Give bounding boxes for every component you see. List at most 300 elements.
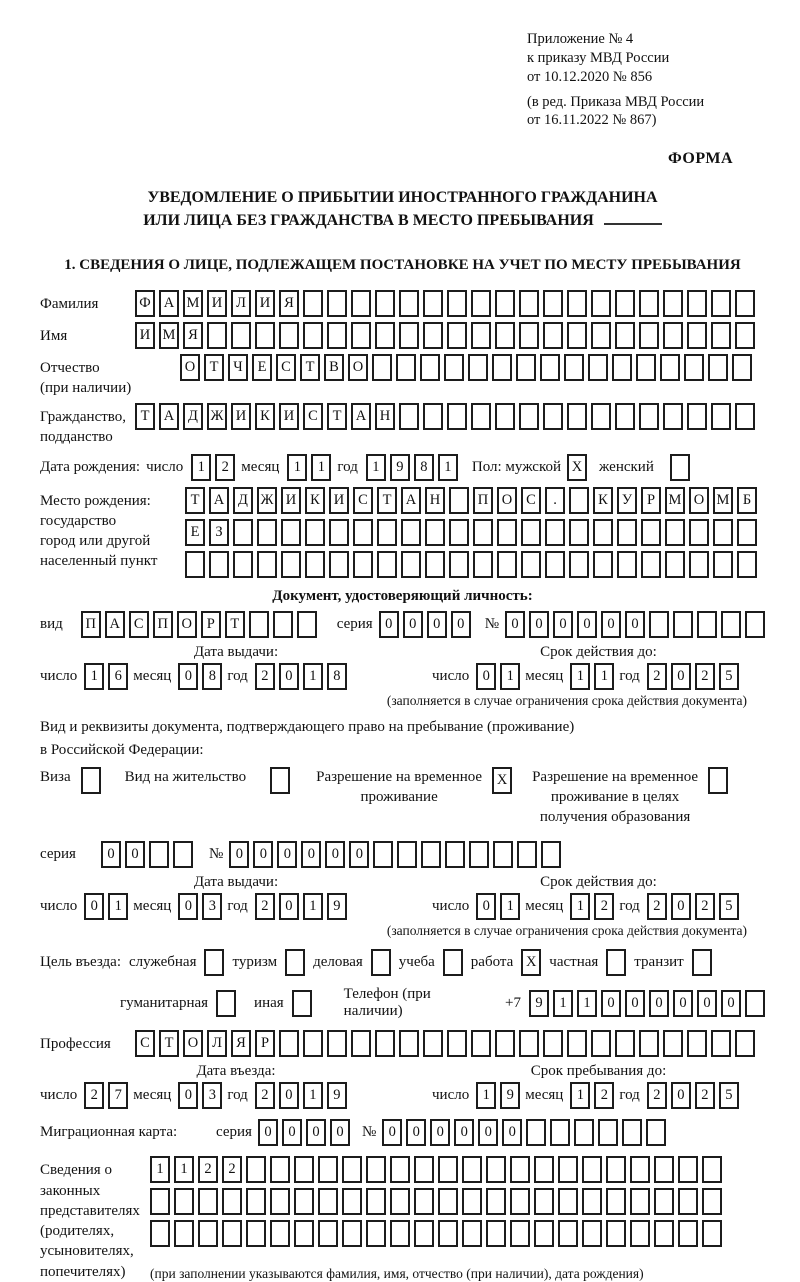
form-cell[interactable]: Я: [183, 322, 203, 349]
form-cell[interactable]: [510, 1220, 530, 1247]
purpose-transit-checkbox[interactable]: [692, 949, 712, 976]
form-cell[interactable]: 2: [594, 1082, 614, 1109]
form-cell[interactable]: 1: [366, 454, 386, 481]
form-cell[interactable]: [612, 354, 632, 381]
form-cell[interactable]: [495, 403, 515, 430]
form-cell[interactable]: А: [351, 403, 371, 430]
form-cell[interactable]: [373, 841, 393, 868]
form-cell[interactable]: [414, 1156, 434, 1183]
form-cell[interactable]: [246, 1220, 266, 1247]
form-cell[interactable]: 1: [287, 454, 307, 481]
form-cell[interactable]: 0: [430, 1119, 450, 1146]
form-cell[interactable]: [366, 1220, 386, 1247]
form-cell[interactable]: [423, 403, 443, 430]
form-cell[interactable]: [708, 354, 728, 381]
form-cell[interactable]: С: [521, 487, 541, 514]
form-cell[interactable]: [582, 1220, 602, 1247]
form-cell[interactable]: [615, 403, 635, 430]
form-cell[interactable]: И: [281, 487, 301, 514]
form-cell[interactable]: 1: [108, 893, 128, 920]
form-cell[interactable]: Н: [425, 487, 445, 514]
form-cell[interactable]: 2: [255, 1082, 275, 1109]
form-cell[interactable]: [421, 841, 441, 868]
form-cell[interactable]: [149, 841, 169, 868]
form-cell[interactable]: [246, 1188, 266, 1215]
form-cell[interactable]: 0: [577, 611, 597, 638]
form-cell[interactable]: 2: [647, 1082, 667, 1109]
purpose-work-checkbox[interactable]: X: [521, 949, 541, 976]
form-cell[interactable]: С: [276, 354, 296, 381]
form-cell[interactable]: 0: [301, 841, 321, 868]
form-cell[interactable]: [273, 611, 293, 638]
form-cell[interactable]: 0: [258, 1119, 278, 1146]
form-cell[interactable]: 1: [553, 990, 573, 1017]
form-cell[interactable]: [735, 322, 755, 349]
purpose-tourism-checkbox[interactable]: [285, 949, 305, 976]
form-cell[interactable]: [663, 403, 683, 430]
form-cell[interactable]: 0: [125, 841, 145, 868]
form-cell[interactable]: [327, 322, 347, 349]
form-cell[interactable]: 0: [325, 841, 345, 868]
form-cell[interactable]: [270, 1188, 290, 1215]
form-cell[interactable]: 0: [279, 663, 299, 690]
form-cell[interactable]: [510, 1156, 530, 1183]
form-cell[interactable]: [399, 403, 419, 430]
form-cell[interactable]: 0: [382, 1119, 402, 1146]
form-cell[interactable]: 0: [454, 1119, 474, 1146]
form-cell[interactable]: Д: [233, 487, 253, 514]
form-cell[interactable]: [173, 841, 193, 868]
form-cell[interactable]: [305, 551, 325, 578]
form-cell[interactable]: [303, 1030, 323, 1057]
form-cell[interactable]: Л: [207, 1030, 227, 1057]
form-cell[interactable]: 0: [529, 611, 549, 638]
form-cell[interactable]: [351, 1030, 371, 1057]
form-cell[interactable]: [545, 519, 565, 546]
form-cell[interactable]: [447, 290, 467, 317]
form-cell[interactable]: [401, 551, 421, 578]
form-cell[interactable]: 2: [647, 663, 667, 690]
form-cell[interactable]: [519, 322, 539, 349]
form-cell[interactable]: К: [255, 403, 275, 430]
form-cell[interactable]: [447, 322, 467, 349]
form-cell[interactable]: [366, 1188, 386, 1215]
form-cell[interactable]: [606, 1156, 626, 1183]
form-cell[interactable]: 8: [414, 454, 434, 481]
form-cell[interactable]: [462, 1220, 482, 1247]
form-cell[interactable]: Б: [737, 487, 757, 514]
form-cell[interactable]: [558, 1220, 578, 1247]
form-cell[interactable]: О: [689, 487, 709, 514]
form-cell[interactable]: [471, 322, 491, 349]
form-cell[interactable]: Т: [135, 403, 155, 430]
form-cell[interactable]: Ф: [135, 290, 155, 317]
form-cell[interactable]: 5: [719, 1082, 739, 1109]
form-cell[interactable]: [198, 1220, 218, 1247]
form-cell[interactable]: [438, 1220, 458, 1247]
form-cell[interactable]: 1: [476, 1082, 496, 1109]
form-cell[interactable]: Т: [185, 487, 205, 514]
form-cell[interactable]: 0: [229, 841, 249, 868]
form-cell[interactable]: [438, 1156, 458, 1183]
form-cell[interactable]: 0: [279, 1082, 299, 1109]
form-cell[interactable]: 2: [695, 663, 715, 690]
temp-residence-edu-checkbox[interactable]: [708, 767, 728, 794]
form-cell[interactable]: 1: [438, 454, 458, 481]
form-cell[interactable]: И: [207, 290, 227, 317]
form-cell[interactable]: 6: [108, 663, 128, 690]
form-cell[interactable]: [639, 1030, 659, 1057]
form-cell[interactable]: [351, 290, 371, 317]
form-cell[interactable]: [567, 1030, 587, 1057]
form-cell[interactable]: [540, 354, 560, 381]
form-cell[interactable]: О: [180, 354, 200, 381]
form-cell[interactable]: [492, 354, 512, 381]
form-cell[interactable]: [198, 1188, 218, 1215]
visa-checkbox[interactable]: [81, 767, 101, 794]
form-cell[interactable]: 9: [327, 1082, 347, 1109]
form-cell[interactable]: [255, 322, 275, 349]
purpose-humanitarian-checkbox[interactable]: [216, 990, 236, 1017]
form-cell[interactable]: И: [279, 403, 299, 430]
form-cell[interactable]: 0: [673, 990, 693, 1017]
form-cell[interactable]: [399, 322, 419, 349]
sex-female-checkbox[interactable]: [670, 454, 690, 481]
form-cell[interactable]: Р: [201, 611, 221, 638]
form-cell[interactable]: [447, 403, 467, 430]
form-cell[interactable]: Я: [279, 290, 299, 317]
form-cell[interactable]: [351, 322, 371, 349]
form-cell[interactable]: М: [665, 487, 685, 514]
form-cell[interactable]: Ж: [207, 403, 227, 430]
form-cell[interactable]: [185, 551, 205, 578]
form-cell[interactable]: [342, 1188, 362, 1215]
form-cell[interactable]: [447, 1030, 467, 1057]
form-cell[interactable]: [150, 1188, 170, 1215]
form-cell[interactable]: [689, 519, 709, 546]
form-cell[interactable]: [327, 290, 347, 317]
form-cell[interactable]: В: [324, 354, 344, 381]
form-cell[interactable]: [687, 322, 707, 349]
form-cell[interactable]: 0: [84, 893, 104, 920]
form-cell[interactable]: [294, 1220, 314, 1247]
form-cell[interactable]: 0: [330, 1119, 350, 1146]
form-cell[interactable]: 8: [202, 663, 222, 690]
form-cell[interactable]: 5: [719, 663, 739, 690]
form-cell[interactable]: Я: [231, 1030, 251, 1057]
form-cell[interactable]: 1: [570, 663, 590, 690]
form-cell[interactable]: [471, 290, 491, 317]
form-cell[interactable]: [574, 1119, 594, 1146]
form-cell[interactable]: [327, 1030, 347, 1057]
form-cell[interactable]: [297, 611, 317, 638]
form-cell[interactable]: 0: [427, 611, 447, 638]
form-cell[interactable]: [270, 1220, 290, 1247]
form-cell[interactable]: [654, 1220, 674, 1247]
form-cell[interactable]: [591, 403, 611, 430]
form-cell[interactable]: [233, 519, 253, 546]
form-cell[interactable]: 1: [150, 1156, 170, 1183]
form-cell[interactable]: [636, 354, 656, 381]
form-cell[interactable]: 0: [601, 611, 621, 638]
form-cell[interactable]: [567, 403, 587, 430]
form-cell[interactable]: [486, 1220, 506, 1247]
form-cell[interactable]: С: [129, 611, 149, 638]
form-cell[interactable]: [735, 403, 755, 430]
form-cell[interactable]: [495, 290, 515, 317]
form-cell[interactable]: [598, 1119, 618, 1146]
form-cell[interactable]: [423, 1030, 443, 1057]
form-cell[interactable]: [471, 403, 491, 430]
form-cell[interactable]: А: [159, 290, 179, 317]
form-cell[interactable]: [564, 354, 584, 381]
form-cell[interactable]: [591, 1030, 611, 1057]
form-cell[interactable]: [377, 551, 397, 578]
form-cell[interactable]: 0: [697, 990, 717, 1017]
form-cell[interactable]: 0: [379, 611, 399, 638]
form-cell[interactable]: [569, 551, 589, 578]
sex-male-checkbox[interactable]: X: [567, 454, 587, 481]
form-cell[interactable]: [543, 290, 563, 317]
form-cell[interactable]: [689, 551, 709, 578]
form-cell[interactable]: [249, 611, 269, 638]
form-cell[interactable]: Л: [231, 290, 251, 317]
form-cell[interactable]: [534, 1156, 554, 1183]
form-cell[interactable]: [721, 611, 741, 638]
form-cell[interactable]: 1: [570, 1082, 590, 1109]
form-cell[interactable]: [209, 551, 229, 578]
form-cell[interactable]: [526, 1119, 546, 1146]
form-cell[interactable]: [222, 1188, 242, 1215]
form-cell[interactable]: 0: [649, 990, 669, 1017]
form-cell[interactable]: [593, 551, 613, 578]
form-cell[interactable]: А: [401, 487, 421, 514]
temp-residence-checkbox[interactable]: X: [492, 767, 512, 794]
form-cell[interactable]: [745, 611, 765, 638]
form-cell[interactable]: 0: [306, 1119, 326, 1146]
form-cell[interactable]: 0: [178, 663, 198, 690]
form-cell[interactable]: [641, 519, 661, 546]
form-cell[interactable]: [495, 1030, 515, 1057]
form-cell[interactable]: [423, 290, 443, 317]
form-cell[interactable]: [702, 1188, 722, 1215]
form-cell[interactable]: 9: [500, 1082, 520, 1109]
form-cell[interactable]: [543, 403, 563, 430]
form-cell[interactable]: 0: [721, 990, 741, 1017]
form-cell[interactable]: 2: [222, 1156, 242, 1183]
form-cell[interactable]: [222, 1220, 242, 1247]
form-cell[interactable]: [375, 1030, 395, 1057]
form-cell[interactable]: [342, 1220, 362, 1247]
form-cell[interactable]: Т: [377, 487, 397, 514]
form-cell[interactable]: 2: [594, 893, 614, 920]
form-cell[interactable]: [445, 841, 465, 868]
form-cell[interactable]: [473, 551, 493, 578]
form-cell[interactable]: 0: [476, 663, 496, 690]
form-cell[interactable]: [353, 551, 373, 578]
form-cell[interactable]: 1: [594, 663, 614, 690]
form-cell[interactable]: 9: [327, 893, 347, 920]
form-cell[interactable]: [711, 322, 731, 349]
form-cell[interactable]: [396, 354, 416, 381]
form-cell[interactable]: [462, 1156, 482, 1183]
form-cell[interactable]: [630, 1188, 650, 1215]
form-cell[interactable]: [606, 1220, 626, 1247]
form-cell[interactable]: К: [305, 487, 325, 514]
form-cell[interactable]: [399, 1030, 419, 1057]
form-cell[interactable]: 1: [191, 454, 211, 481]
form-cell[interactable]: 0: [406, 1119, 426, 1146]
form-cell[interactable]: М: [713, 487, 733, 514]
form-cell[interactable]: [678, 1156, 698, 1183]
form-cell[interactable]: А: [159, 403, 179, 430]
form-cell[interactable]: [663, 290, 683, 317]
form-cell[interactable]: [588, 354, 608, 381]
form-cell[interactable]: [294, 1188, 314, 1215]
form-cell[interactable]: 0: [403, 611, 423, 638]
form-cell[interactable]: [399, 290, 419, 317]
form-cell[interactable]: 0: [671, 663, 691, 690]
form-cell[interactable]: [617, 519, 637, 546]
form-cell[interactable]: Н: [375, 403, 395, 430]
form-cell[interactable]: [702, 1156, 722, 1183]
form-cell[interactable]: [329, 551, 349, 578]
form-cell[interactable]: [663, 322, 683, 349]
form-cell[interactable]: [281, 519, 301, 546]
form-cell[interactable]: А: [105, 611, 125, 638]
form-cell[interactable]: 0: [601, 990, 621, 1017]
form-cell[interactable]: [649, 611, 669, 638]
form-cell[interactable]: С: [303, 403, 323, 430]
form-cell[interactable]: 2: [215, 454, 235, 481]
form-cell[interactable]: 0: [253, 841, 273, 868]
form-cell[interactable]: [375, 322, 395, 349]
form-cell[interactable]: [449, 551, 469, 578]
form-cell[interactable]: [397, 841, 417, 868]
form-cell[interactable]: 1: [303, 1082, 323, 1109]
form-cell[interactable]: [521, 551, 541, 578]
form-cell[interactable]: С: [135, 1030, 155, 1057]
form-cell[interactable]: [582, 1188, 602, 1215]
form-cell[interactable]: [516, 354, 536, 381]
form-cell[interactable]: [615, 290, 635, 317]
form-cell[interactable]: [372, 354, 392, 381]
form-cell[interactable]: [444, 354, 464, 381]
form-cell[interactable]: У: [617, 487, 637, 514]
form-cell[interactable]: [414, 1188, 434, 1215]
residence-permit-checkbox[interactable]: [270, 767, 290, 794]
form-cell[interactable]: [318, 1156, 338, 1183]
form-cell[interactable]: 1: [303, 663, 323, 690]
form-cell[interactable]: 0: [178, 1082, 198, 1109]
form-cell[interactable]: И: [135, 322, 155, 349]
form-cell[interactable]: 1: [174, 1156, 194, 1183]
form-cell[interactable]: [711, 403, 731, 430]
form-cell[interactable]: К: [593, 487, 613, 514]
form-cell[interactable]: 0: [553, 611, 573, 638]
form-cell[interactable]: 1: [311, 454, 331, 481]
form-cell[interactable]: Р: [641, 487, 661, 514]
form-cell[interactable]: [449, 487, 469, 514]
form-cell[interactable]: И: [329, 487, 349, 514]
form-cell[interactable]: Т: [300, 354, 320, 381]
form-cell[interactable]: 0: [279, 893, 299, 920]
form-cell[interactable]: [390, 1156, 410, 1183]
purpose-study-checkbox[interactable]: [443, 949, 463, 976]
form-cell[interactable]: [641, 551, 661, 578]
form-cell[interactable]: [318, 1220, 338, 1247]
form-cell[interactable]: [534, 1188, 554, 1215]
form-cell[interactable]: [543, 1030, 563, 1057]
form-cell[interactable]: Е: [185, 519, 205, 546]
form-cell[interactable]: И: [255, 290, 275, 317]
form-cell[interactable]: [567, 322, 587, 349]
form-cell[interactable]: 1: [84, 663, 104, 690]
form-cell[interactable]: [737, 551, 757, 578]
form-cell[interactable]: [687, 290, 707, 317]
form-cell[interactable]: [735, 290, 755, 317]
form-cell[interactable]: Р: [255, 1030, 275, 1057]
form-cell[interactable]: М: [183, 290, 203, 317]
form-cell[interactable]: [493, 841, 513, 868]
form-cell[interactable]: 1: [577, 990, 597, 1017]
form-cell[interactable]: З: [209, 519, 229, 546]
form-cell[interactable]: [543, 322, 563, 349]
form-cell[interactable]: 0: [671, 1082, 691, 1109]
form-cell[interactable]: 0: [671, 893, 691, 920]
form-cell[interactable]: О: [348, 354, 368, 381]
form-cell[interactable]: [279, 1030, 299, 1057]
form-cell[interactable]: [231, 322, 251, 349]
form-cell[interactable]: 3: [202, 893, 222, 920]
form-cell[interactable]: [732, 354, 752, 381]
form-cell[interactable]: [558, 1188, 578, 1215]
form-cell[interactable]: [510, 1188, 530, 1215]
form-cell[interactable]: [486, 1188, 506, 1215]
form-cell[interactable]: Т: [159, 1030, 179, 1057]
form-cell[interactable]: [449, 519, 469, 546]
form-cell[interactable]: 0: [451, 611, 471, 638]
purpose-private-checkbox[interactable]: [606, 949, 626, 976]
form-cell[interactable]: 0: [349, 841, 369, 868]
form-cell[interactable]: [517, 841, 537, 868]
form-cell[interactable]: [687, 1030, 707, 1057]
form-cell[interactable]: [617, 551, 637, 578]
form-cell[interactable]: [687, 403, 707, 430]
form-cell[interactable]: С: [353, 487, 373, 514]
form-cell[interactable]: [569, 519, 589, 546]
form-cell[interactable]: [654, 1188, 674, 1215]
form-cell[interactable]: [678, 1220, 698, 1247]
form-cell[interactable]: [420, 354, 440, 381]
form-cell[interactable]: П: [153, 611, 173, 638]
form-cell[interactable]: [615, 322, 635, 349]
form-cell[interactable]: 0: [178, 893, 198, 920]
form-cell[interactable]: [519, 403, 539, 430]
form-cell[interactable]: [519, 290, 539, 317]
form-cell[interactable]: О: [183, 1030, 203, 1057]
form-cell[interactable]: П: [473, 487, 493, 514]
form-cell[interactable]: [665, 519, 685, 546]
form-cell[interactable]: [270, 1156, 290, 1183]
form-cell[interactable]: 9: [390, 454, 410, 481]
form-cell[interactable]: Ч: [228, 354, 248, 381]
form-cell[interactable]: [630, 1156, 650, 1183]
form-cell[interactable]: М: [159, 322, 179, 349]
form-cell[interactable]: 8: [327, 663, 347, 690]
form-cell[interactable]: [353, 519, 373, 546]
form-cell[interactable]: О: [497, 487, 517, 514]
